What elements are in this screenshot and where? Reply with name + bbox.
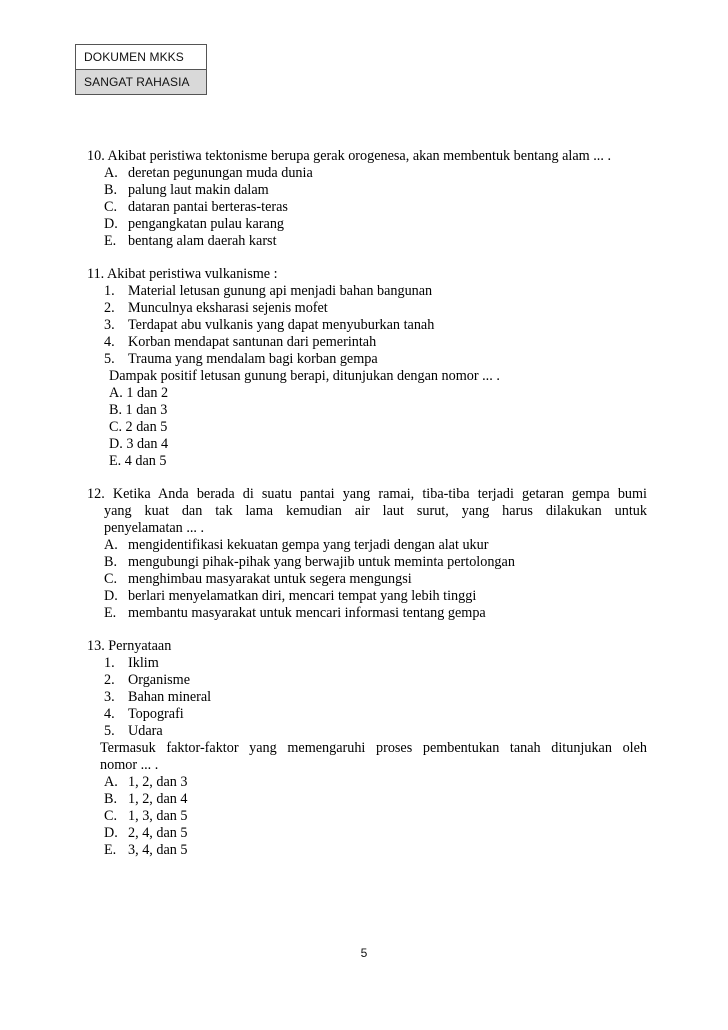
question-text: Pernyataan [108,638,172,654]
list-item [87,706,647,723]
option-label: A. [104,165,118,181]
option-text: 1, 2, dan 4 [128,791,188,807]
option-text: membantu masyarakat untuk mencari informasi tentang gempa [128,605,486,621]
question-number: 13. [87,638,105,654]
item-text: Iklim [128,655,159,671]
option-text: mengidentifikasi kekuatan gempa yang terjadi dengan alat ukur [128,537,489,553]
option-text: 2, 4, dan 5 [128,825,188,841]
option-label: E. [104,605,117,621]
confidentiality-label: SANGAT RAHASIA [76,70,206,94]
document-classification-box [75,44,207,95]
question-10 [87,148,647,250]
list-item [87,351,647,368]
question-number: 10. [87,148,105,164]
option-label: E. [104,842,117,858]
list-item [87,317,647,334]
list-item [87,689,647,706]
item-label: 5. [104,723,115,739]
list-item [87,334,647,351]
option-label: C. [104,199,118,215]
option: C. 2 dan 5 [109,419,168,435]
list-item [87,672,647,689]
item-label: 1. [104,655,115,671]
list-item [87,283,647,300]
document-label: DOKUMEN MKKS [76,45,206,70]
question-13-stem [87,638,647,655]
question-12-stem-line3: penyelamatan ... . [104,520,205,536]
option-text: 1, 2, dan 3 [128,774,188,790]
questions-content [87,148,647,875]
option-text: palung laut makin dalam [128,182,269,198]
option-label: C. [104,571,118,587]
option-label: B. [104,791,118,807]
page-number: 5 [360,946,368,960]
option: E. 4 dan 5 [109,453,167,469]
option-text: bentang alam daerah karst [128,233,277,249]
option-text: deretan pegunungan muda dunia [128,165,313,181]
list-item [87,300,647,317]
option [87,233,647,250]
option-label: D. [104,216,118,232]
question-prompt: Dampak positif letusan gunung berapi, ditunjukan dengan nomor ... . [109,368,500,384]
item-text: Organisme [128,672,190,688]
item-label: 3. [104,689,115,705]
option-label: C. [104,808,118,824]
option-label: A. [104,774,118,790]
option-label: B. [104,554,118,570]
question-13 [87,638,647,859]
option: D. 3 dan 4 [109,436,169,452]
question-number: 12. [87,486,105,502]
option [87,808,647,825]
option-text: dataran pantai berteras-teras [128,199,288,215]
option: B. 1 dan 3 [109,402,168,418]
item-text: Udara [128,723,163,739]
option-text: menghimbau masyarakat untuk segera mengungsi [128,571,412,587]
question-prompt-line2: nomor ... . [100,757,159,773]
option [87,825,647,842]
question-number: 11. [87,266,105,282]
question-11-stem [87,266,647,283]
question-12-stem-line1 [87,486,647,503]
option-label: E. [104,233,117,249]
question-12 [87,486,647,622]
option: A. 1 dan 2 [109,385,169,401]
option [87,165,647,182]
option [87,182,647,199]
item-text: Terdapat abu vulkanis yang dapat menyuburkan tanah [128,317,435,333]
question-text: Ketika Anda berada di suatu pantai yang ramai, tiba-tiba terjadi getaran gempa bumi [112,486,648,502]
option [87,791,647,808]
item-label: 4. [104,334,115,350]
option-label: D. [104,588,118,604]
question-10-stem [87,148,647,165]
item-label: 4. [104,706,115,722]
item-text: Bahan mineral [128,689,212,705]
option-label: D. [104,825,118,841]
option [87,588,647,605]
option-label: A. [104,537,118,553]
option-text: mengubungi pihak-pihak yang berwajib untuk meminta pertolongan [128,554,515,570]
item-label: 2. [104,300,115,316]
item-label: 3. [104,317,115,333]
item-label: 5. [104,351,115,367]
option [87,554,647,571]
option-text: berlari menyelamatkan diri, mencari tempat yang lebih tinggi [128,588,477,604]
item-label: 2. [104,672,115,688]
item-text: Munculnya eksharasi sejenis mofet [128,300,328,316]
option-text: 1, 3, dan 5 [128,808,188,824]
list-item [87,655,647,672]
question-prompt-line1: Termasuk faktor-faktor yang memengaruhi proses pembentukan tanah ditunjukan oleh [100,740,647,756]
question-11 [87,266,647,470]
question-text: Akibat peristiwa tektonisme berupa gerak orogenesa, akan membentuk bentang alam ... . [107,148,611,164]
option [87,537,647,554]
item-label: 1. [104,283,115,299]
option-text: 3, 4, dan 5 [128,842,188,858]
question-12-stem-line2: yang kuat dan tak lama kemudian air laut surut, yang harus dilakukan untuk [104,503,647,519]
item-text: Material letusan gunung api menjadi bahan bangunan [128,283,433,299]
option-label: B. [104,182,118,198]
item-text: Korban mendapat santunan dari pemerintah [128,334,377,350]
item-text: Trauma yang mendalam bagi korban gempa [128,351,378,367]
option [87,774,647,791]
question-text: Akibat peristiwa vulkanisme : [106,266,278,282]
option-text: pengangkatan pulau karang [128,216,285,232]
option [87,605,647,622]
option [87,571,647,588]
item-text: Topografi [128,706,184,722]
list-item [87,723,647,740]
option [87,216,647,233]
option [87,842,647,859]
option [87,199,647,216]
